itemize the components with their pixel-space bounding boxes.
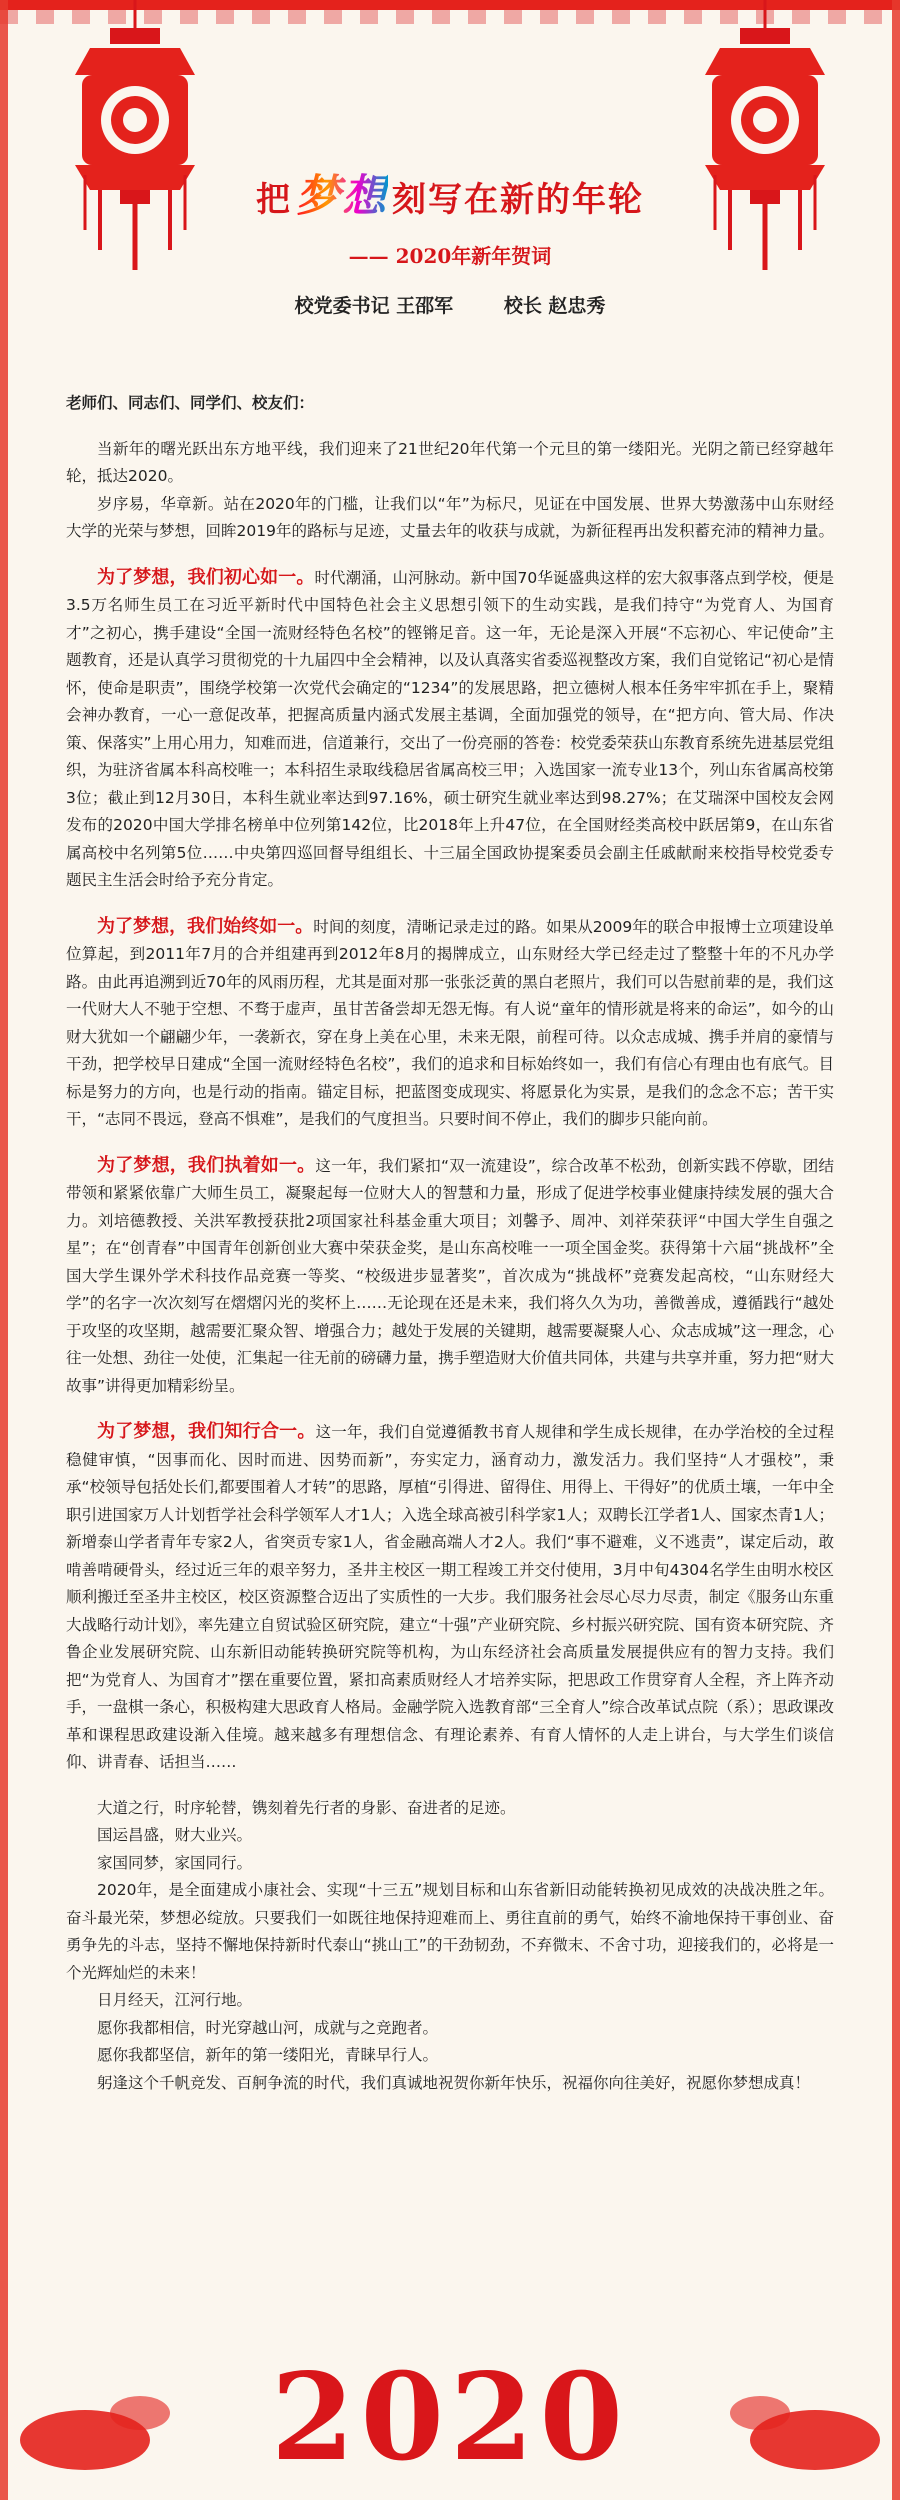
title-suffix: 刻写在新的年轮 [392, 180, 644, 220]
author-president: 校长 赵忠秀 [503, 295, 606, 317]
page-subtitle: —— 2020年新年贺词 [348, 244, 552, 268]
author-party-secretary: 校党委书记 王邵军 [294, 295, 454, 317]
section-2 [66, 913, 834, 1134]
page-title [0, 160, 900, 224]
greeting: 老师们、同志们、同学们、校友们： [66, 394, 315, 412]
paragraph-intro-1: 当新年的曙光跃出东方地平线，我们迎来了21世纪20年代第一个元旦的第一缕阳光。光阴之箭已经穿越年轮，抵达2020。 [66, 439, 834, 485]
title-prefix: 把 [256, 180, 292, 220]
closing-line-4: 2020年，是全面建成小康社会、实现“十三五”规划目标和山东省新旧动能转换初见成效的决战决胜之年。奋斗最光荣，梦想必绽放。只要我们一如既往地保持迎难而上、勇往直前的勇气，始终不渝地保持干事创业、奋勇争先的斗志，坚持不懈地保持新时代泰山“挑山工”的干劲韧劲，不弃微末、不舍寸功，迎接我们的，必将是一个光辉灿烂的未来！ [66, 1881, 834, 1982]
closing-line-1: 大道之行，时序轮替，镌刻着先行者的身影、奋进者的足迹。 [97, 1798, 516, 1817]
closing-line-8: 躬逢这个千帆竞发、百舸争流的时代，我们真诚地祝贺你新年快乐，祝福你向往美好，祝愿你梦想成真！ [97, 2073, 811, 2092]
right-border [892, 0, 900, 2500]
closing-line-2: 国运昌盛，财大业兴。 [97, 1826, 253, 1844]
footer-decoration [0, 2280, 900, 2500]
left-border [0, 0, 8, 2500]
section-3 [66, 1152, 834, 1401]
section-1-body: 时代潮涌，山河脉动。新中国70华诞盛典这样的宏大叙事落点到学校，便是3.5万名师生员工在习近平新时代中国特色社会主义思想引领下的生动实践，是我们持守“为党育人、为国育才”之初心，携手建设“全国一流财经特色名校”的铿锵足音。这一年，无论是深入开展“不忘初心、牢记使命”主题教育，还是认真学习贯彻党的十九届四中全会精神，以及认真落实省委巡视整改方案，我们自觉铭记“初心是情怀，使命是职责”，围绕学校第一次党代会确定的“1234”的发展思路，把立德树人根本任务牢牢抓在手上，聚精会神办教育，一心一意促改革，把握高质量内涵式发展主基调，全面加强党的领导，在“把方向、管大局、作决策、保落实”上用心用力，知难而进，信道兼行，交出了一份亮丽的答卷：校党委荣获山东教育系统先进基层党组织，为驻济省属本科高校唯一；本科招生录取线稳居省属高校三甲；入选国家一流专业13个，列山东省属高校第3位；截止到12月30日，本科生就业率达到97.16%，硕士研究生就业率达到98.27%；在艾瑞深中国校友会网发布的2020中国大学排名榜单中位列第142位，比2018年上升47位，在全国财经类高校中跃居第9，在山东省属高校中名列第5位……中央第四巡回督导组组长、十三届全国政协提案委员会副主任戚献耐来校指导校党委专题民主生活会时给予充分肯定。 [66, 568, 834, 889]
closing-line-3: 家国同梦，家国同行。 [97, 1853, 253, 1872]
year-banner: 2020 [271, 2347, 629, 2488]
section-3-body: 这一年，我们紧扣“双一流建设”，综合改革不松劲，创新实践不停歇，团结带领和紧紧依靠广大师生员工，凝聚起每一位财大人的智慧和力量，形成了促进学校事业健康持续发展的强大合力。刘培德教授、关洪军教授获批2项国家社科基金重大项目；刘馨予、周冲、刘祥荣获评“中国大学生自强之星”；在“创青春”中国青年创新创业大赛中荣获金奖，是山东高校唯一一项全国金奖。获得第十六届“挑战杯”全国大学生课外学术科技作品竞赛一等奖、“校级进步显著奖”，首次成为“挑战杯”竞赛发起高校，“山东财经大学”的名字一次次刻写在熠熠闪光的奖杯上……无论现在还是未来，我们将久久为功，善微善成，遵循践行“越处于攻坚的攻坚期，越需要汇聚众智、增强合力；越处于发展的关键期，越需要凝聚人心、众志成城”这一理念，心往一处想、劲往一处使，汇集起一往无前的磅礴力量，携手塑造财大价值共同体，共建与共享并重，努力把“财大故事”讲得更加精彩纷呈。 [66, 1156, 835, 1395]
section-4 [66, 1418, 834, 1777]
section-3-lead: 为了梦想，我们执着如一。 [97, 1154, 316, 1176]
section-4-lead: 为了梦想，我们知行合一。 [97, 1421, 316, 1442]
section-1 [66, 564, 834, 895]
paragraph-intro-2: 岁序易，华章新。站在2020年的门槛，让我们以“年”为标尺，见证在中国发展、世界大势激荡中山东财经大学的光荣与梦想，回眸2019年的路标与足迹，丈量去年的收获与成就，为新征程再出发积蓄充沛的精神力量。 [66, 494, 834, 540]
title-dream: 梦想 [296, 171, 388, 222]
section-2-lead: 为了梦想，我们始终如一。 [97, 915, 314, 937]
letter-body [66, 390, 834, 2097]
closing-line-5: 日月经天，江河行地。 [97, 1991, 253, 2009]
section-1-lead: 为了梦想，我们初心如一。 [97, 566, 315, 588]
section-4-body: 这一年，我们自觉遵循教书育人规律和学生成长规律，在办学治校的全过程稳健审慎，“因事而化、因时而进、因势而新”，夯实定力，涵育动力，激发活力。我们坚持“人才强校”，秉承“校领导包括处长们,都要围着人才转”的思路，厚植“引得进、留得住、用得上、干得好”的优质土壤，一年中全职引进国家万人计划哲学社会科学领军人才1人；入选全球高被引科学家1人；双聘长江学者1人、国家杰青1人；新增泰山学者青年专家2人，省突贡专家1人，省金融高端人才2人。我们“事不避难，义不逃责”，谋定后动，敢啃善啃硬骨头，经过近三年的艰辛努力，圣井主校区一期工程竣工并交付使用，3月中旬4304名学生由明水校区顺利搬迁至圣井主校区，校区资源整合迈出了实质性的一大步。我们服务社会尽心尽力尽责，制定《服务山东重大战略行动计划》，率先建立自贸试验区研究院，建立“十强”产业研究院、乡村振兴研究院、国有资本研究院、齐鲁企业发展研究院、山东新旧动能转换研究院等机构，为山东经济社会高质量发展提供应有的智力支持。我们把“为党育人、为国育才”摆在重要位置，紧扣高素质财经人才培养实际，把思政工作贯穿育人全程，齐上阵齐动手，一盘棋一条心，积极构建大思政育人格局。金融学院入选教育部“三全育人”综合改革试点院（系）；思政课改革和课程思政建设渐入佳境。越来越多有理想信念、有理论素养、有育人情怀的人走上讲台，与大学生们谈信仰、讲青春、话担当…… [66, 1423, 834, 1771]
closing-line-7: 愿你我都坚信，新年的第一缕阳光，青睐早行人。 [97, 2046, 439, 2064]
section-2-body: 时间的刻度，清晰记录走过的路。如果从2009年的联合申报博士立项建设单位算起，到2011年7月的合并组建再到2012年8月的揭牌成立，山东财经大学已经走过了整整十年的不凡办学路。由此再追溯到近70年的风雨历程，尤其是面对那一张张泛黄的黑白老照片，我们可以告慰前辈的是，我们这一代财大人不驰于空想、不骛于虚声，虽甘苦备尝却无怨无悔。有人说“童年的情形就是将来的命运”，如今的山财大犹如一个翩翩少年，一袭新衣，穿在身上美在心里，未来无限，前程可待。以众志成城、携手并肩的豪情与干劲，把学校早日建成“全国一流财经特色名校”，我们的追求和目标始终如一，我们有信心有理由也有底气。目标是努力的方向，也是行动的指南。锚定目标，把蓝图变成现实、将愿景化为实景，是我们的念念不忘；苦干实干，“志同不畏远，登高不惧难”，是我们的气度担当。只要时间不停止，我们的脚步只能向前。 [66, 917, 835, 1128]
header [0, 160, 900, 318]
closing-line-6: 愿你我都相信，时光穿越山河，成就与之竞跑者。 [97, 2018, 439, 2037]
author-line [0, 291, 900, 318]
